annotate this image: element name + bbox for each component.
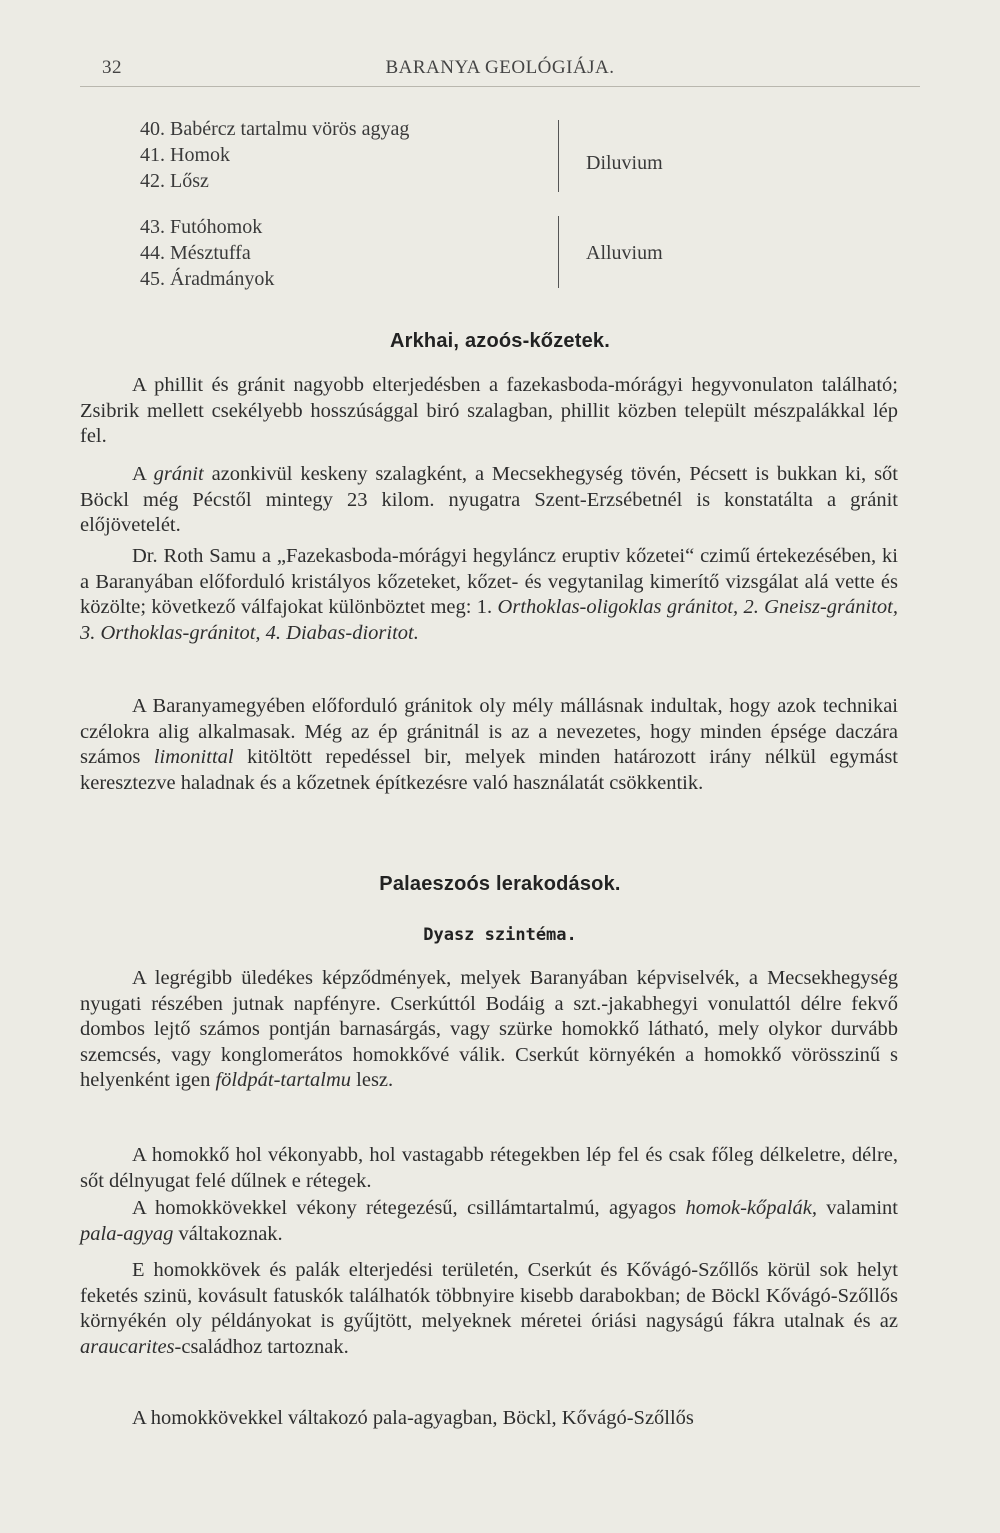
paragraph: A legrégibb üledékes képződmények, melyek Baranyában képviselvék, a Mecsekhegység nyugati részében jutnak napfényre. Cserkúttól Bodáig a szt.-jakabhegyi vonulattól délre fekvő dombos lejtő számos pontján barnasárgás, vagy szürke homokkő látható, mely olykor durvább szemcsés, vagy konglomerátos homokkővé válik. Cserkút környékén a homokkő vörösszinű s helyenként igen földpát-tartalmu lesz. [80, 967, 898, 1092]
paragraph: A phillit és gránit nagyobb elterjedésben a fazekasboda-mórágyi hegyvonulaton található; Zsibrik mellett csekélyebb hosszúsággal biró szalagban, phillit közben települt mészpalákkal lép fel. [80, 374, 898, 448]
section-heading-arkhai: Arkhai, azoós-kőzetek. [389, 330, 611, 352]
paragraph: A homokkövekkel vékony rétegezésű, csillámtartalmú, agyagos homok-kőpalák, valamint pala-agyag váltakoznak. [80, 1197, 899, 1245]
paragraph: A homokkövekkel váltakozó pala-agyagban, Böckl, Kővágó-Szőllős [132, 1407, 694, 1429]
header-divider [80, 86, 920, 87]
strata-list [140, 116, 740, 296]
paragraph: A gránit azonkivül keskeny szalagként, a Mecsekhegység tövén, Pécsett is bukkan ki, sőt Böckl még Pécstől mintegy 23 kilom. nyugatra Szent-Erzsébetnél is konstatálta a gránit előjövetelét. [80, 463, 898, 537]
page-number: 32 [102, 57, 122, 78]
paragraph: A homokkő hol vékonyabb, hol vastagabb rétegekben lép fel és csak főleg délkeletre, délre, sőt délnyugat felé dűlnek e rétegek. [80, 1144, 898, 1192]
paragraph: E homokkövek és palák elterjedési területén, Cserkút és Kővágó-Szőllős körül sok helyt feketés szinü, kovásult fatuskók találhatók többnyire kisebb darabokban; de Böckl Kővágó-Szőllős környékén oly példányokat is gyűjtött, melyeknek méretei óriási nagyságú fákra utalnak és az araucarites-családhoz tartoznak. [80, 1259, 898, 1358]
paragraph: Dr. Roth Samu a „Fazekasboda-mórágyi hegyláncz eruptiv kőzetei“ czimű értekezésében, ki a Baranyában előforduló kristályos kőzeteket, kőzet- és vegytanilag kimerítő vizsgálat alá vette és közölte; következő válfajokat különböztet meg: 1. Orthoklas-oligoklas gránitot, 2. Gneisz-gránitot, 3. Orthoklas-gránitot, 4. Diabas-dioritot. [80, 545, 898, 644]
brace-alluvium [558, 216, 567, 288]
strata-item: 43. Futóhomok [140, 216, 263, 238]
running-title: BARANYA GEOLÓGIÁJA. [385, 57, 615, 78]
paragraph: A Baranyamegyében előforduló gránitok oly mély mállásnak indultak, hogy azok technikai czélokra alig alkalmasak. Még az ép gránitnál is az a nevezetes, hogy minden épsége daczára számos limonittal kitöltött repedéssel bir, melyek minden határozott irány nélkül egymást keresztezve haladnak és a kőzetnek építkezésre való használatát csökkentik. [80, 695, 898, 794]
strata-item: 42. Lősz [140, 170, 209, 192]
page-header [80, 57, 920, 85]
strata-item: 41. Homok [140, 144, 230, 166]
strata-item: 44. Mésztuffa [140, 242, 251, 264]
section-heading-palaeszoos: Palaeszoós lerakodások. [379, 873, 621, 895]
strata-item: 45. Áradmányok [140, 268, 275, 290]
brace-diluvium [558, 120, 567, 192]
subheading-dyasz: Dyasz szintéma. [423, 925, 577, 945]
period-alluvium: Alluvium [586, 242, 663, 264]
period-diluvium: Diluvium [586, 152, 663, 174]
strata-item: 40. Babércz tartalmu vörös agyag [140, 118, 410, 140]
